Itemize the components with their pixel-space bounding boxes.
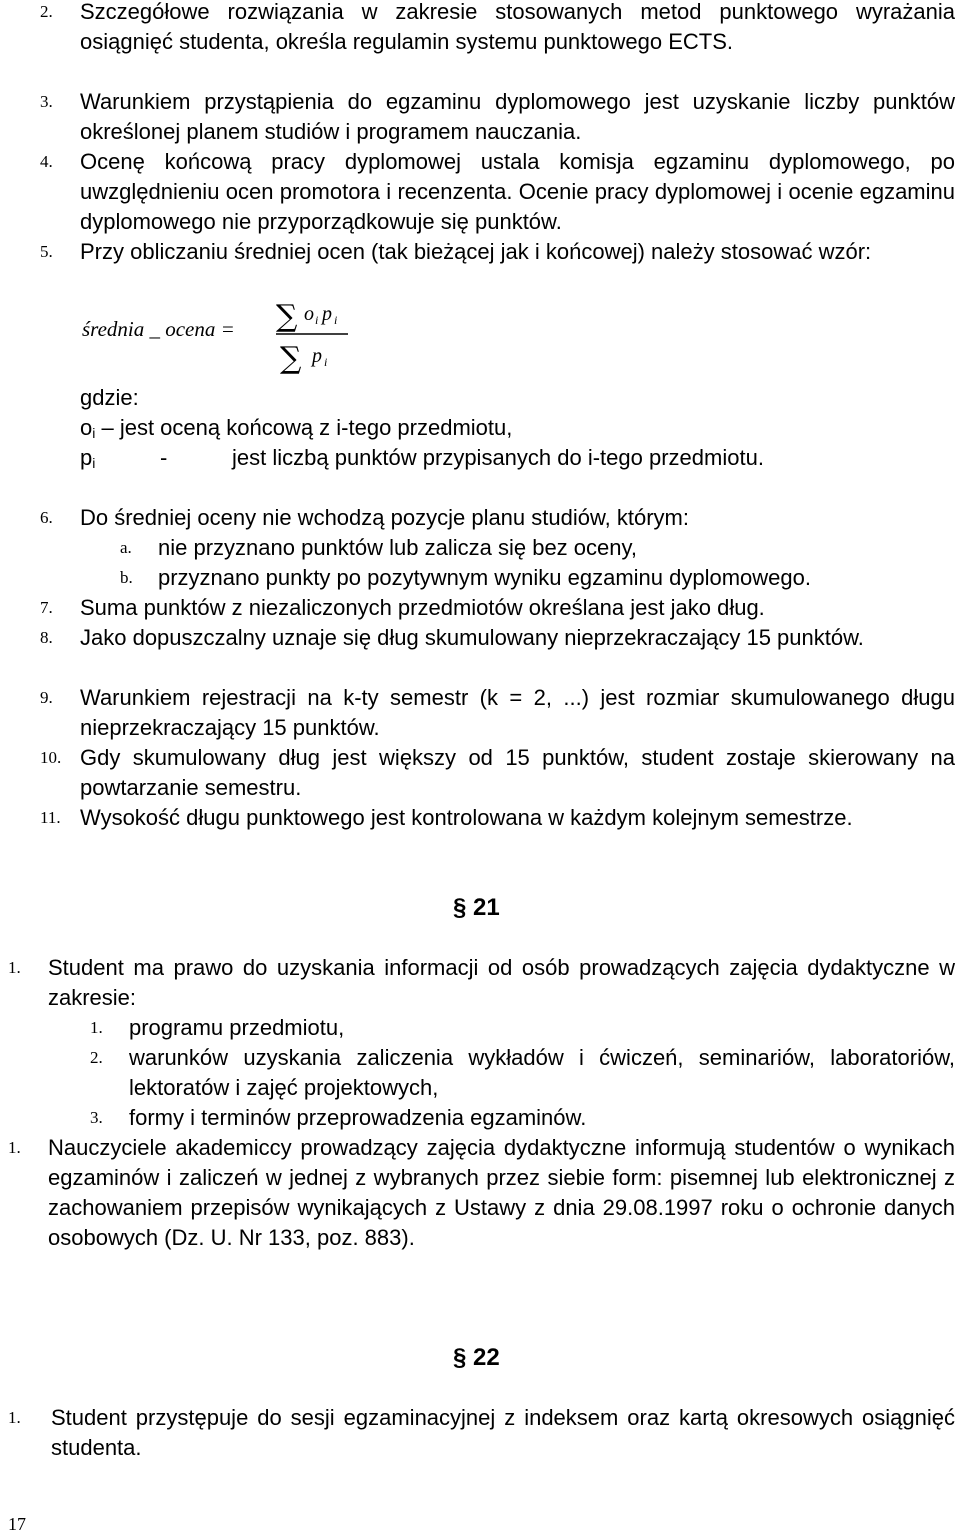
p-description: jest liczbą punktów przypisanych do i-tego przedmiotu. <box>232 445 764 470</box>
list-item-text: Student przystępuje do sesji egzaminacyjnej z indeksem oraz kartą okresowych osiągnięć studenta. <box>51 1405 955 1460</box>
list-item-text: Warunkiem rejestracji na k-ty semestr (k = 2, ...) jest rozmiar skumulowanego długu nieprzekraczający 15 punktów. <box>80 685 955 740</box>
p-symbol: p <box>80 445 93 470</box>
list-number: 1. <box>8 1408 21 1427</box>
list-number: 3. <box>40 92 53 111</box>
formula-lhs: średnia _ ocena = <box>82 317 235 341</box>
o-subscript: i <box>92 425 96 441</box>
list-letter: a. <box>120 538 132 557</box>
where-label: gdzie: <box>80 385 139 410</box>
list-item-text: programu przedmiotu, <box>129 1015 345 1040</box>
list-number: 7. <box>40 598 53 617</box>
list-item-text: formy i terminów przeprowadzenia egzaminów. <box>129 1105 587 1130</box>
list-item-text: Warunkiem przystąpienia do egzaminu dyplomowego jest uzyskanie liczby punktów określonej planem studiów i programem nauczania. <box>80 89 955 144</box>
list-item-text: Do średniej oceny nie wchodzą pozycje planu studiów, którym: <box>80 505 689 530</box>
o-description: – jest oceną końcową z i-tego przedmiotu, <box>95 415 513 440</box>
list-number: 5. <box>40 242 53 261</box>
list-item-text: nie przyznano punktów lub zalicza się bez oceny, <box>158 535 637 560</box>
formula-sum-top: ∑ <box>276 299 298 334</box>
page-number: 17 <box>8 1514 26 1534</box>
formula-o-sub: i <box>315 313 319 327</box>
formula-p-top: p <box>322 303 332 325</box>
list-letter: b. <box>120 568 133 587</box>
list-item-text: Szczegółowe rozwiązania w zakresie stosowanych metod punktowego wyrażania osiągnięć studenta, określa regulamin systemu punktowego ECTS. <box>80 0 955 54</box>
list-item-text: Jako dopuszczalny uznaje się dług skumulowany nieprzekraczający 15 punktów. <box>80 625 864 650</box>
p-dash: - <box>160 445 168 470</box>
list-number: 1. <box>90 1018 103 1037</box>
list-number: 2. <box>90 1048 103 1067</box>
formula-p-top-sub: i <box>334 313 338 327</box>
list-item-text: przyznano punkty po pozytywnym wyniku egzaminu dyplomowego. <box>158 565 811 590</box>
list-item-text: Wysokość długu punktowego jest kontrolowana w każdym kolejnym semestrze. <box>80 805 853 830</box>
list-number: 1. <box>8 1138 21 1157</box>
formula-p-bottom-sub: i <box>324 355 328 369</box>
list-item-text: Suma punktów z niezaliczonych przedmiotów określana jest jako dług. <box>80 595 765 620</box>
list-number: 9. <box>40 688 53 707</box>
average-formula <box>80 292 380 374</box>
list-number: 2. <box>40 2 53 21</box>
list-number: 8. <box>40 628 53 647</box>
list-number: 3. <box>90 1108 103 1127</box>
formula-p-bottom: p <box>312 345 322 367</box>
list-number: 6. <box>40 508 53 527</box>
list-number: 10. <box>40 748 62 767</box>
list-number: 4. <box>40 152 53 171</box>
p-subscript: i <box>92 455 96 471</box>
list-item-text: Ocenę końcową pracy dyplomowej ustala komisja egzaminu dyplomowego, po uwzględnieniu ocen promotora i recenzenta. Ocenie pracy dyplomowej i ocenie egzaminu dyplomowego nie przyporządkowuje się punktów. <box>80 149 955 234</box>
list-item-text: warunków uzyskania zaliczenia wykładów i ćwiczeń, seminariów, laboratoriów, lektoratów i zajęć projektowych, <box>129 1045 955 1100</box>
list-number: 11. <box>40 808 61 827</box>
where-p-line <box>80 443 95 473</box>
section-heading: § 21 <box>453 894 500 921</box>
list-item-text: Gdy skumulowany dług jest większy od 15 punktów, student zostaje skierowany na powtarzanie semestru. <box>80 745 955 800</box>
list-item-text: Przy obliczaniu średniej ocen (tak bieżącej jak i końcowej) należy stosować wzór: <box>80 239 872 264</box>
section-heading: § 22 <box>453 1344 500 1371</box>
where-o-line <box>80 413 512 443</box>
list-item-text: Student ma prawo do uzyskania informacji od osób prowadzących zajęcia dydaktyczne w zakresie: <box>48 955 955 1010</box>
list-number: 1. <box>8 958 21 977</box>
formula-sum-bottom: ∑ <box>280 341 302 374</box>
o-symbol: o <box>80 415 93 440</box>
list-item-text: Nauczyciele akademiccy prowadzący zajęcia dydaktyczne informują studentów o wynikach egzaminów i zaliczeń w jednej z wybranych przez siebie form: pisemnej lub elektronicznej z zachowaniem przepisów wynikających z Ustawy z dnia 29.08.1997 roku o ochronie danych osobowych (Dz. U. Nr 133, poz. 883). <box>48 1135 955 1250</box>
formula-o: o <box>304 303 314 325</box>
